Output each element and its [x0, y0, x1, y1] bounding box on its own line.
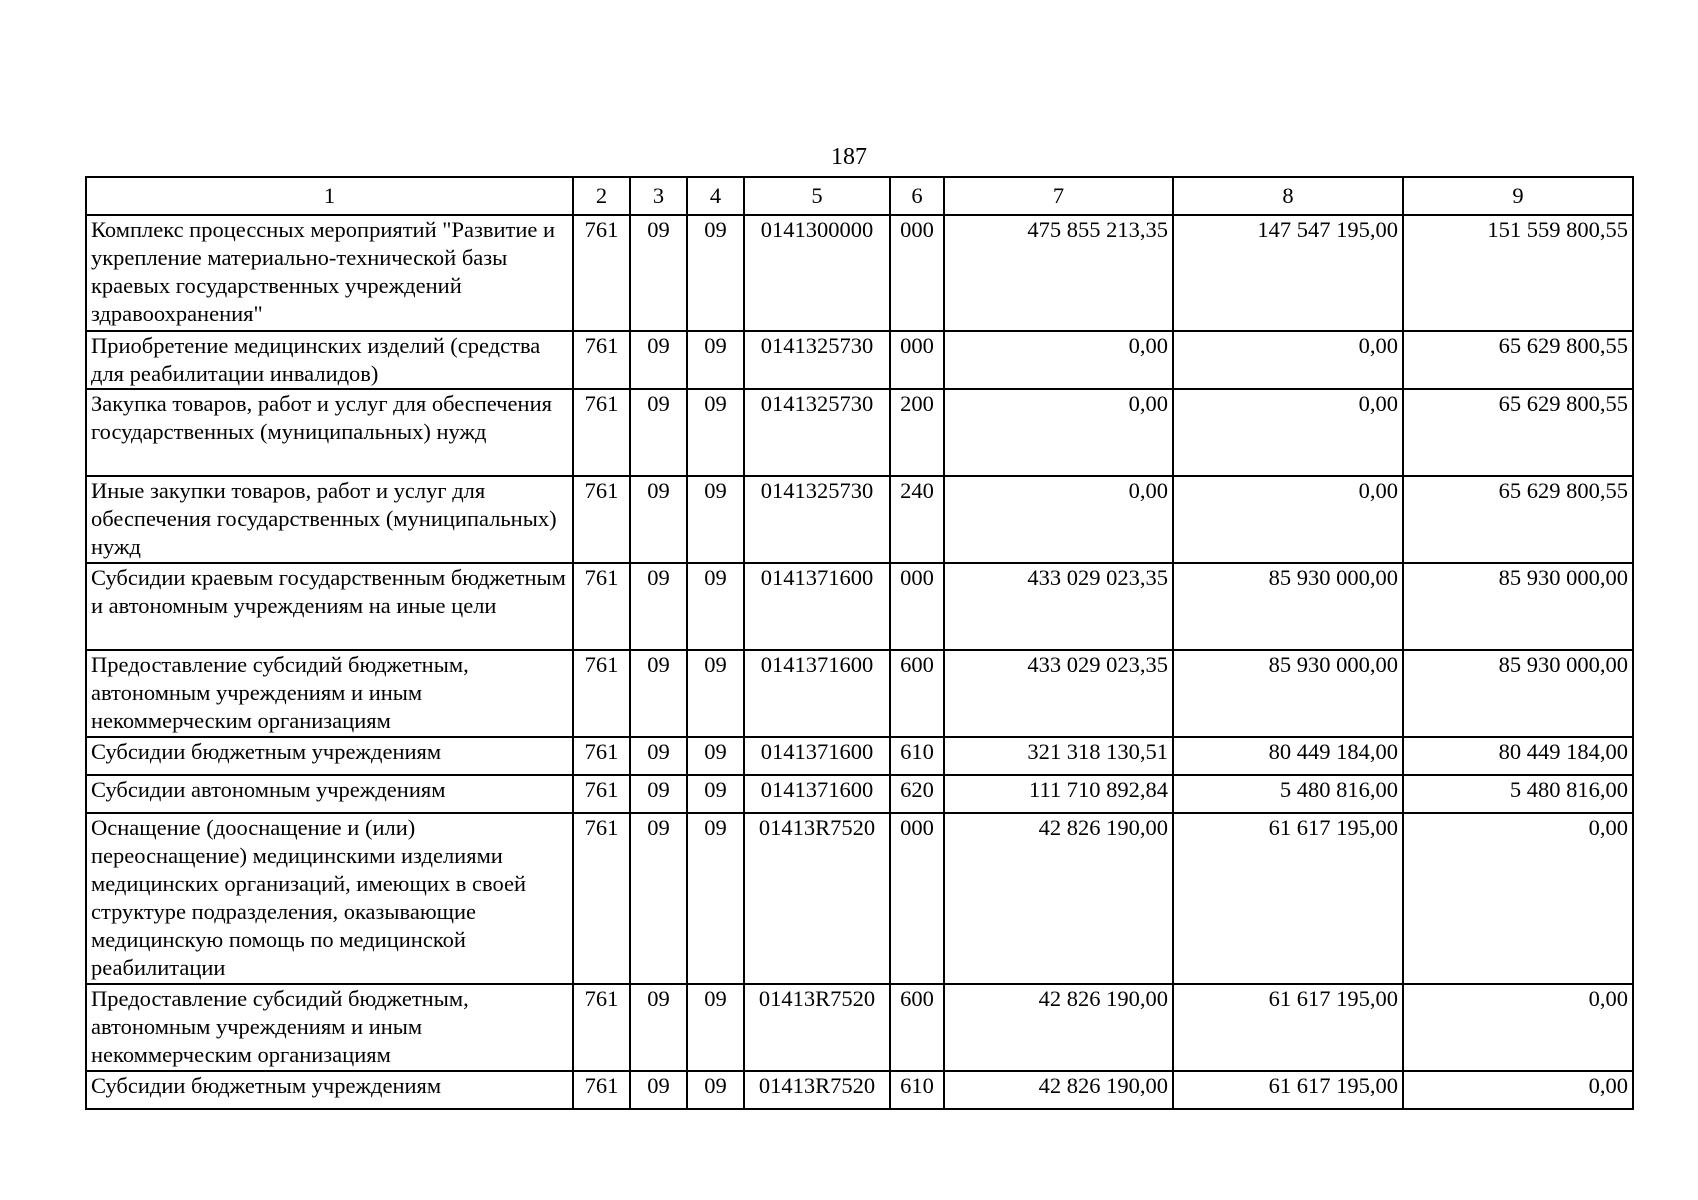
amount-cell: 85 930 000,00: [1173, 563, 1403, 650]
table-row: [86, 984, 1633, 1071]
row-name: Оснащение (дооснащение и (или) переоснащение) медицинскими изделиями медицинских организаций, имеющих в своей структуре подразделения, оказывающие медицинскую помощь по медицинской реабилитации: [86, 813, 573, 984]
code-cell: 01413R7520: [744, 813, 890, 984]
amount-cell: 321 318 130,51: [944, 737, 1173, 775]
code-cell: 620: [890, 775, 944, 813]
row-name: Предоставление субсидий бюджетным, автономным учреждениям и иным некоммерческим организациям: [86, 984, 573, 1071]
code-cell: 0141325730: [744, 476, 890, 563]
code-cell: 0141371600: [744, 563, 890, 650]
code-cell: 09: [630, 215, 687, 331]
amount-cell: 80 449 184,00: [1173, 737, 1403, 775]
table-row: [86, 563, 1633, 650]
code-cell: 09: [630, 331, 687, 389]
table-row: [86, 775, 1633, 813]
amount-cell: 475 855 213,35: [944, 215, 1173, 331]
code-cell: 09: [630, 737, 687, 775]
amount-cell: 42 826 190,00: [944, 813, 1173, 984]
code-cell: 000: [890, 813, 944, 984]
row-name: Субсидии автономным учреждениям: [86, 775, 573, 813]
code-cell: 09: [687, 984, 744, 1071]
code-cell: 09: [687, 737, 744, 775]
code-cell: 761: [573, 563, 630, 650]
table-row: [86, 476, 1633, 563]
amount-cell: 0,00: [1403, 813, 1633, 984]
code-cell: 09: [630, 563, 687, 650]
amount-cell: 0,00: [944, 389, 1173, 476]
column-header: 2: [573, 177, 630, 215]
code-cell: 761: [573, 389, 630, 476]
code-cell: 09: [687, 389, 744, 476]
code-cell: 000: [890, 215, 944, 331]
amount-cell: 0,00: [944, 331, 1173, 389]
amount-cell: 433 029 023,35: [944, 563, 1173, 650]
table-row: [86, 1071, 1633, 1109]
code-cell: 600: [890, 984, 944, 1071]
amount-cell: 0,00: [1173, 331, 1403, 389]
column-header: 4: [687, 177, 744, 215]
code-cell: 01413R7520: [744, 984, 890, 1071]
amount-cell: 5 480 816,00: [1173, 775, 1403, 813]
code-cell: 200: [890, 389, 944, 476]
code-cell: 240: [890, 476, 944, 563]
code-cell: 761: [573, 331, 630, 389]
code-cell: 610: [890, 1071, 944, 1109]
code-cell: 0141371600: [744, 775, 890, 813]
amount-cell: 65 629 800,55: [1403, 331, 1633, 389]
code-cell: 09: [630, 476, 687, 563]
code-cell: 761: [573, 813, 630, 984]
amount-cell: 0,00: [1403, 984, 1633, 1071]
code-cell: 09: [630, 813, 687, 984]
amount-cell: 111 710 892,84: [944, 775, 1173, 813]
row-name: Субсидии бюджетным учреждениям: [86, 1071, 573, 1109]
row-name: Комплекс процессных мероприятий "Развитие и укрепление материально-технической базы краевых государственных учреждений здравоохранения": [86, 215, 573, 331]
amount-cell: 0,00: [1173, 389, 1403, 476]
amount-cell: 433 029 023,35: [944, 650, 1173, 737]
code-cell: 09: [687, 331, 744, 389]
table-row: [86, 389, 1633, 476]
code-cell: 09: [687, 775, 744, 813]
column-header: 5: [744, 177, 890, 215]
table-row: [86, 813, 1633, 984]
table-row: [86, 215, 1633, 331]
code-cell: 610: [890, 737, 944, 775]
amount-cell: 65 629 800,55: [1403, 389, 1633, 476]
column-header: 9: [1403, 177, 1633, 215]
amount-cell: 80 449 184,00: [1403, 737, 1633, 775]
code-cell: 09: [687, 563, 744, 650]
table-row: [86, 650, 1633, 737]
amount-cell: 42 826 190,00: [944, 1071, 1173, 1109]
amount-cell: 0,00: [944, 476, 1173, 563]
column-header: 3: [630, 177, 687, 215]
code-cell: 01413R7520: [744, 1071, 890, 1109]
code-cell: 000: [890, 563, 944, 650]
amount-cell: 65 629 800,55: [1403, 476, 1633, 563]
amount-cell: 85 930 000,00: [1403, 563, 1633, 650]
row-name: Предоставление субсидий бюджетным, автономным учреждениям и иным некоммерческим организациям: [86, 650, 573, 737]
column-header: 8: [1173, 177, 1403, 215]
amount-cell: 61 617 195,00: [1173, 984, 1403, 1071]
code-cell: 761: [573, 775, 630, 813]
table-body: [86, 215, 1633, 1109]
code-cell: 09: [630, 775, 687, 813]
code-cell: 0141300000: [744, 215, 890, 331]
code-cell: 600: [890, 650, 944, 737]
header-row: [86, 177, 1633, 215]
amount-cell: 0,00: [1173, 476, 1403, 563]
amount-cell: 5 480 816,00: [1403, 775, 1633, 813]
amount-cell: 147 547 195,00: [1173, 215, 1403, 331]
code-cell: 0141371600: [744, 650, 890, 737]
code-cell: 0141325730: [744, 389, 890, 476]
code-cell: 09: [687, 1071, 744, 1109]
code-cell: 09: [687, 813, 744, 984]
amount-cell: 42 826 190,00: [944, 984, 1173, 1071]
row-name: Закупка товаров, работ и услуг для обеспечения государственных (муниципальных) нужд: [86, 389, 573, 476]
code-cell: 0141371600: [744, 737, 890, 775]
code-cell: 761: [573, 476, 630, 563]
amount-cell: 85 930 000,00: [1403, 650, 1633, 737]
code-cell: 09: [630, 1071, 687, 1109]
table-row: [86, 737, 1633, 775]
amount-cell: 61 617 195,00: [1173, 813, 1403, 984]
code-cell: 761: [573, 215, 630, 331]
column-header: 1: [86, 177, 573, 215]
amount-cell: 0,00: [1403, 1071, 1633, 1109]
table-row: [86, 331, 1633, 389]
amount-cell: 85 930 000,00: [1173, 650, 1403, 737]
row-name: Субсидии бюджетным учреждениям: [86, 737, 573, 775]
code-cell: 761: [573, 984, 630, 1071]
amount-cell: 61 617 195,00: [1173, 1071, 1403, 1109]
column-header: 7: [944, 177, 1173, 215]
code-cell: 09: [630, 984, 687, 1071]
amount-cell: 151 559 800,55: [1403, 215, 1633, 331]
code-cell: 09: [630, 650, 687, 737]
code-cell: 000: [890, 331, 944, 389]
code-cell: 09: [687, 650, 744, 737]
code-cell: 761: [573, 1071, 630, 1109]
code-cell: 761: [573, 737, 630, 775]
row-name: Иные закупки товаров, работ и услуг для обеспечения государственных (муниципальных) нужд: [86, 476, 573, 563]
column-header: 6: [890, 177, 944, 215]
row-name: Субсидии краевым государственным бюджетным и автономным учреждениям на иные цели: [86, 563, 573, 650]
code-cell: 0141325730: [744, 331, 890, 389]
code-cell: 09: [687, 215, 744, 331]
table-header: [86, 177, 1633, 215]
code-cell: 761: [573, 650, 630, 737]
budget-table: [85, 176, 1634, 1110]
page-number: 187: [831, 144, 867, 170]
row-name: Приобретение медицинских изделий (средства для реабилитации инвалидов): [86, 331, 573, 389]
code-cell: 09: [630, 389, 687, 476]
code-cell: 09: [687, 476, 744, 563]
